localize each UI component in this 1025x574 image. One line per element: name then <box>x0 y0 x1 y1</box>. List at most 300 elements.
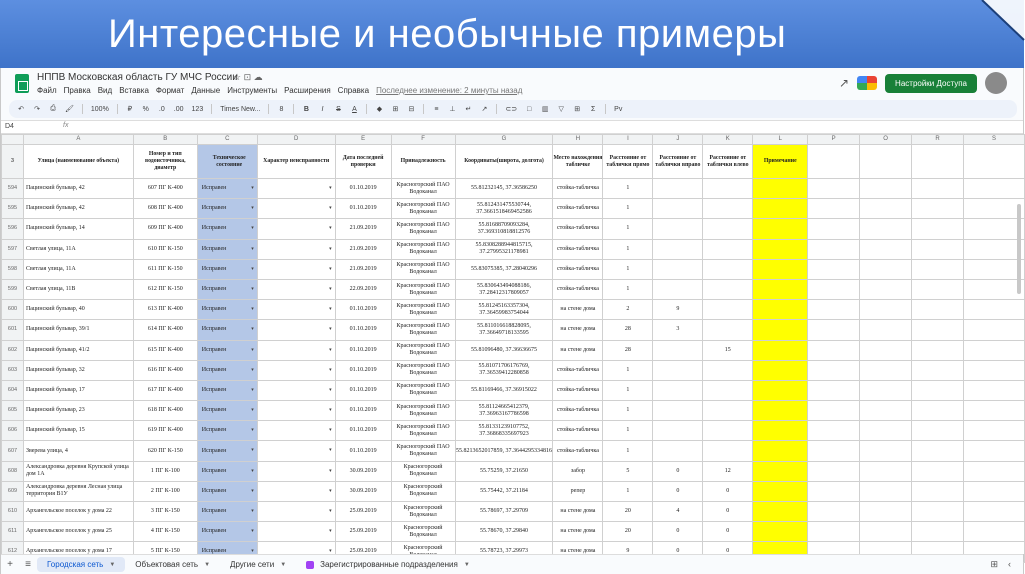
cell-a[interactable]: Пацинский бульвар, 23 <box>23 401 133 421</box>
cell-b[interactable]: 614 ПГ К-400 <box>133 320 197 340</box>
cell-b[interactable]: 608 ПГ К-400 <box>133 199 197 219</box>
cell-b[interactable]: 613 ПГ К-400 <box>133 300 197 320</box>
cell-i[interactable]: 2 <box>603 300 653 320</box>
empty-cell[interactable] <box>912 219 964 239</box>
cell-j[interactable] <box>653 421 703 441</box>
cell-h[interactable]: стойка-табличка <box>553 239 603 259</box>
empty-cell[interactable] <box>963 421 1024 441</box>
cell-i[interactable]: 1 <box>603 199 653 219</box>
cell-f[interactable]: Красногорский ПАО Водоканал <box>391 239 455 259</box>
empty-cell[interactable] <box>860 320 912 340</box>
bold-button[interactable]: B <box>303 105 309 113</box>
empty-cell[interactable] <box>912 401 964 421</box>
empty-cell[interactable] <box>912 340 964 360</box>
cell-c[interactable] <box>197 179 257 199</box>
row-number[interactable]: 595 <box>2 199 24 219</box>
cell-d[interactable] <box>257 481 335 501</box>
cell-k[interactable] <box>703 401 753 421</box>
header-cell[interactable]: Расстояние от таблички прямо <box>603 145 653 179</box>
last-edit-link[interactable]: Последнее изменение: 2 минуты назад <box>376 86 523 95</box>
column-header[interactable]: D <box>257 135 335 145</box>
cell-d[interactable] <box>257 239 335 259</box>
cell-e[interactable]: 01.10.2019 <box>335 199 391 219</box>
vertical-scrollbar[interactable] <box>1017 204 1021 294</box>
empty-cell[interactable] <box>912 300 964 320</box>
dropdown-arrow-icon[interactable]: ▾ <box>329 488 332 494</box>
empty-cell[interactable] <box>912 179 964 199</box>
empty-cell[interactable] <box>808 441 860 461</box>
dropdown-arrow-icon[interactable]: ▾ <box>329 529 332 535</box>
currency-button[interactable]: ₽ <box>127 106 133 113</box>
empty-cell[interactable] <box>860 502 912 522</box>
paint-format-icon[interactable]: 🖌 <box>65 106 74 113</box>
cell-l[interactable] <box>753 199 808 219</box>
empty-cell[interactable] <box>808 481 860 501</box>
cell-b[interactable]: 616 ПГ К-400 <box>133 360 197 380</box>
cell-h[interactable]: на стене дома <box>553 542 603 562</box>
empty-cell[interactable] <box>963 279 1024 299</box>
cell-i[interactable]: 1 <box>603 421 653 441</box>
cell-g[interactable]: 55.75259, 37.21650 <box>455 461 553 481</box>
cell-e[interactable]: 21.09.2019 <box>335 239 391 259</box>
menu-data[interactable]: Данные <box>191 86 221 95</box>
cell-f[interactable]: Красногорский ПАО Водоканал <box>391 199 455 219</box>
row-number[interactable]: 596 <box>2 219 24 239</box>
header-cell[interactable]: Расстояние от таблички вправо <box>653 145 703 179</box>
cell-f[interactable]: Красногорский ПАО Водоканал <box>391 259 455 279</box>
cell-g[interactable]: 55.81124665412379, 37.36963167786598 <box>455 401 553 421</box>
horizontal-align-icon[interactable]: ≡ <box>434 105 439 113</box>
add-sheet-button[interactable]: + <box>7 559 13 570</box>
cell-g[interactable]: 55.78670, 37.29840 <box>455 522 553 542</box>
cell-b[interactable]: 610 ПГ К-150 <box>133 239 197 259</box>
dropdown-arrow-icon[interactable]: ▾ <box>329 266 332 272</box>
empty-cell[interactable] <box>860 239 912 259</box>
cell-b[interactable]: 2 ПГ К-100 <box>133 481 197 501</box>
decrease-decimal-button[interactable]: .0 <box>158 105 165 113</box>
cell-k[interactable] <box>703 239 753 259</box>
cell-g[interactable]: 55.81232145, 37.36586250 <box>455 179 553 199</box>
tab-city-network[interactable] <box>37 557 125 572</box>
cell-i[interactable]: 1 <box>603 380 653 400</box>
header-cell[interactable]: Координаты(широта, долгота) <box>455 145 553 179</box>
dropdown-arrow-icon[interactable]: ▾ <box>251 428 254 434</box>
empty-cell[interactable] <box>963 461 1024 481</box>
cell-k[interactable]: 0 <box>703 522 753 542</box>
menu-file[interactable]: Файл <box>37 86 57 95</box>
cell-j[interactable] <box>653 441 703 461</box>
cell-d[interactable] <box>257 360 335 380</box>
cell-j[interactable] <box>653 340 703 360</box>
cell-d[interactable] <box>257 320 335 340</box>
column-header[interactable]: R <box>912 135 964 145</box>
activity-icon[interactable]: ↗ <box>838 76 850 90</box>
cell-j[interactable] <box>653 380 703 400</box>
cell-f[interactable]: Красногорский Водоканал <box>391 502 455 522</box>
cell-i[interactable]: 1 <box>603 219 653 239</box>
cell-a[interactable]: Пацинский бульвар, 40 <box>23 300 133 320</box>
empty-cell[interactable] <box>808 360 860 380</box>
cell-e[interactable]: 01.10.2019 <box>335 340 391 360</box>
empty-cell[interactable] <box>963 179 1024 199</box>
cell-j[interactable]: 3 <box>653 320 703 340</box>
cell-j[interactable]: 0 <box>653 542 703 562</box>
print-icon[interactable]: ⎙ <box>50 105 56 112</box>
cell-b[interactable]: 617 ПГ К-400 <box>133 380 197 400</box>
dropdown-arrow-icon[interactable]: ▾ <box>251 186 254 191</box>
cell-g[interactable]: 55.83075385, 37.28040296 <box>455 259 553 279</box>
cell-k[interactable] <box>703 421 753 441</box>
chevron-down-icon[interactable]: ▼ <box>463 561 470 568</box>
cell-d[interactable] <box>257 179 335 199</box>
row-number[interactable]: 605 <box>2 401 24 421</box>
cell-l[interactable] <box>753 380 808 400</box>
header-cell[interactable]: Техническое состояние <box>197 145 257 179</box>
dropdown-arrow-icon[interactable]: ▾ <box>251 549 254 555</box>
cell-j[interactable] <box>653 401 703 421</box>
empty-cell[interactable] <box>963 320 1024 340</box>
cell-a[interactable]: Светлая улица, 11А <box>23 239 133 259</box>
cell-b[interactable]: 3 ПГ К-150 <box>133 502 197 522</box>
empty-cell[interactable] <box>808 522 860 542</box>
cell-d[interactable] <box>257 259 335 279</box>
cell-a[interactable]: Пацинский бульвар, 15 <box>23 421 133 441</box>
text-rotate-icon[interactable]: ↗ <box>481 106 488 113</box>
cell-g[interactable]: 55.812431475530744, 37.3661518469452586 <box>455 199 553 219</box>
cell-a[interactable]: Светлая улица, 11В <box>23 279 133 299</box>
cell-k[interactable]: 12 <box>703 461 753 481</box>
row-number[interactable]: 600 <box>2 300 24 320</box>
row-number[interactable]: 3 <box>2 145 24 179</box>
empty-cell[interactable] <box>808 239 860 259</box>
cell-h[interactable]: на стене дома <box>553 522 603 542</box>
cell-b[interactable]: 607 ПГ К-400 <box>133 179 197 199</box>
empty-cell[interactable] <box>860 179 912 199</box>
cell-f[interactable]: Красногорский ПАО Водоканал <box>391 179 455 199</box>
cell-j[interactable] <box>653 239 703 259</box>
cell-c[interactable] <box>197 401 257 421</box>
cell-h[interactable]: стойка-табличка <box>553 179 603 199</box>
row-number[interactable]: 610 <box>2 502 24 522</box>
cell-j[interactable] <box>653 279 703 299</box>
cell-i[interactable]: 20 <box>603 522 653 542</box>
cell-g[interactable]: 55.81169466, 37.36915022 <box>455 380 553 400</box>
dropdown-arrow-icon[interactable]: ▾ <box>329 246 332 252</box>
cell-f[interactable]: Красногорский ПАО Водоканал <box>391 340 455 360</box>
cell-h[interactable]: на стене дома <box>553 502 603 522</box>
empty-cell[interactable] <box>912 522 964 542</box>
collapse-icon[interactable]: ‹ <box>1008 559 1011 569</box>
cell-i[interactable]: 1 <box>603 179 653 199</box>
cell-j[interactable]: 9 <box>653 300 703 320</box>
cell-d[interactable] <box>257 199 335 219</box>
cell-i[interactable]: 1 <box>603 259 653 279</box>
header-cell[interactable]: Улица (наименование объекта) <box>23 145 133 179</box>
column-header[interactable]: H <box>553 135 603 145</box>
empty-cell[interactable] <box>808 421 860 441</box>
empty-cell[interactable] <box>963 441 1024 461</box>
cell-h[interactable]: стойка-табличка <box>553 401 603 421</box>
empty-cell[interactable] <box>860 522 912 542</box>
cell-a[interactable]: Архангельское поселок у дома 22 <box>23 502 133 522</box>
cell-d[interactable] <box>257 441 335 461</box>
empty-cell[interactable] <box>912 239 964 259</box>
cell-d[interactable] <box>257 380 335 400</box>
cell-h[interactable]: на стене дома <box>553 320 603 340</box>
cell-j[interactable] <box>653 179 703 199</box>
empty-cell[interactable] <box>808 199 860 219</box>
empty-cell[interactable] <box>860 421 912 441</box>
cell-f[interactable]: Красногорский ПАО Водоканал <box>391 441 455 461</box>
cell-e[interactable]: 25.09.2019 <box>335 502 391 522</box>
dropdown-arrow-icon[interactable]: ▾ <box>251 246 254 252</box>
empty-cell[interactable] <box>808 259 860 279</box>
cell-g[interactable]: 55.811016618828095, 37.36649718133595 <box>455 320 553 340</box>
cell-g[interactable]: 55.81331239107752, 37.36868335697923 <box>455 421 553 441</box>
cell-l[interactable] <box>753 179 808 199</box>
empty-cell[interactable] <box>963 380 1024 400</box>
dropdown-arrow-icon[interactable]: ▾ <box>329 286 332 292</box>
column-header[interactable]: B <box>133 135 197 145</box>
text-color-button[interactable]: A <box>352 105 357 113</box>
row-number[interactable]: 609 <box>2 481 24 501</box>
cell-h[interactable]: на стене дома <box>553 340 603 360</box>
empty-cell[interactable] <box>912 360 964 380</box>
header-cell[interactable] <box>860 145 912 179</box>
cell-d[interactable] <box>257 522 335 542</box>
cell-l[interactable] <box>753 259 808 279</box>
row-number[interactable]: 594 <box>2 179 24 199</box>
dropdown-arrow-icon[interactable]: ▾ <box>329 428 332 434</box>
empty-cell[interactable] <box>808 300 860 320</box>
row-number[interactable]: 601 <box>2 320 24 340</box>
cell-c[interactable] <box>197 259 257 279</box>
empty-cell[interactable] <box>963 401 1024 421</box>
cell-h[interactable]: стойка-табличка <box>553 199 603 219</box>
chevron-down-icon[interactable]: ▼ <box>109 561 116 568</box>
name-box[interactable]: D4 <box>5 123 14 130</box>
cell-k[interactable]: 0 <box>703 502 753 522</box>
empty-cell[interactable] <box>912 502 964 522</box>
cell-e[interactable]: 01.10.2019 <box>335 320 391 340</box>
chevron-down-icon[interactable]: ▼ <box>280 561 287 568</box>
cell-h[interactable]: стойка-табличка <box>553 219 603 239</box>
cell-f[interactable]: Красногорский Водоканал <box>391 461 455 481</box>
header-cell[interactable] <box>912 145 964 179</box>
chart-icon[interactable]: ▥ <box>541 106 549 113</box>
dropdown-arrow-icon[interactable]: ▾ <box>329 387 332 393</box>
dropdown-arrow-icon[interactable]: ▾ <box>251 266 254 272</box>
header-cell[interactable]: Дата последней проверки <box>335 145 391 179</box>
row-number[interactable]: 607 <box>2 441 24 461</box>
cell-l[interactable] <box>753 421 808 441</box>
cell-a[interactable]: Пацинский бульвар, 32 <box>23 360 133 380</box>
cell-f[interactable]: Красногорский ПАО Водоканал <box>391 279 455 299</box>
cell-c[interactable] <box>197 300 257 320</box>
cell-e[interactable]: 01.10.2019 <box>335 179 391 199</box>
cell-k[interactable]: 15 <box>703 340 753 360</box>
cell-j[interactable]: 0 <box>653 522 703 542</box>
dropdown-arrow-icon[interactable]: ▾ <box>251 408 254 414</box>
cell-e[interactable]: 30.09.2019 <box>335 481 391 501</box>
cell-c[interactable] <box>197 522 257 542</box>
cell-b[interactable]: 1 ПГ К-100 <box>133 461 197 481</box>
cell-a[interactable]: Александровка деревня Крупской улица дом 1А <box>23 461 133 481</box>
cell-g[interactable]: 55.81688709093284, 37.369310818812576 <box>455 219 553 239</box>
header-cell[interactable] <box>808 145 860 179</box>
vertical-align-icon[interactable]: ⊥ <box>449 106 456 113</box>
cell-f[interactable]: Красногорский Водоканал <box>391 522 455 542</box>
column-header[interactable]: O <box>860 135 912 145</box>
empty-cell[interactable] <box>912 259 964 279</box>
cell-f[interactable]: Красногорский ПАО Водоканал <box>391 401 455 421</box>
cell-d[interactable] <box>257 300 335 320</box>
cell-i[interactable]: 1 <box>603 401 653 421</box>
cell-g[interactable]: 55.78723, 37.29973 <box>455 542 553 562</box>
column-header[interactable]: L <box>753 135 808 145</box>
empty-cell[interactable] <box>912 380 964 400</box>
cell-a[interactable]: Пацинский бульвар, 17 <box>23 380 133 400</box>
empty-cell[interactable] <box>860 340 912 360</box>
dropdown-arrow-icon[interactable]: ▾ <box>251 327 254 333</box>
cell-d[interactable] <box>257 219 335 239</box>
empty-cell[interactable] <box>963 360 1024 380</box>
functions-icon[interactable]: Σ <box>590 105 596 113</box>
cell-c[interactable] <box>197 421 257 441</box>
cell-c[interactable] <box>197 219 257 239</box>
number-format-button[interactable]: 123 <box>191 105 204 113</box>
empty-cell[interactable] <box>963 239 1024 259</box>
cell-g[interactable]: 55.81071706176769, 37.36539412280858 <box>455 360 553 380</box>
cell-f[interactable]: Красногорский ПАО Водоканал <box>391 360 455 380</box>
meet-icon[interactable] <box>857 76 877 90</box>
cell-a[interactable]: Пацинский бульвар, 14 <box>23 219 133 239</box>
empty-cell[interactable] <box>808 380 860 400</box>
cell-d[interactable] <box>257 421 335 441</box>
header-cell[interactable] <box>963 145 1024 179</box>
empty-cell[interactable] <box>912 279 964 299</box>
cell-j[interactable]: 0 <box>653 481 703 501</box>
dropdown-arrow-icon[interactable]: ▾ <box>251 286 254 292</box>
empty-cell[interactable] <box>963 522 1024 542</box>
cell-l[interactable] <box>753 300 808 320</box>
cell-c[interactable] <box>197 360 257 380</box>
cell-a[interactable]: Светлая улица, 11А <box>23 259 133 279</box>
cell-g[interactable]: 55.75442, 37.21184 <box>455 481 553 501</box>
empty-cell[interactable] <box>808 401 860 421</box>
cell-c[interactable] <box>197 502 257 522</box>
filter-views-icon[interactable]: ⊞ <box>574 106 581 113</box>
cell-f[interactable]: Красногорский ПАО Водоканал <box>391 219 455 239</box>
percent-button[interactable]: % <box>142 105 149 113</box>
cell-l[interactable] <box>753 320 808 340</box>
dropdown-arrow-icon[interactable]: ▾ <box>329 448 332 454</box>
menu-tools[interactable]: Инструменты <box>227 86 278 95</box>
cell-i[interactable]: 1 <box>603 239 653 259</box>
cell-h[interactable]: забор <box>553 461 603 481</box>
cell-h[interactable]: стойка-табличка <box>553 380 603 400</box>
cell-j[interactable] <box>653 219 703 239</box>
cell-f[interactable]: Красногорский ПАО Водоканал <box>391 320 455 340</box>
column-header[interactable]: I <box>603 135 653 145</box>
dropdown-arrow-icon[interactable]: ▾ <box>329 307 332 313</box>
sheets-logo-icon[interactable] <box>15 74 29 93</box>
cell-a[interactable]: Архангельское поселок у дома 17 <box>23 542 133 562</box>
cell-b[interactable]: 611 ПГ К-150 <box>133 259 197 279</box>
column-header[interactable]: A <box>23 135 133 145</box>
cell-j[interactable] <box>653 199 703 219</box>
cell-i[interactable]: 28 <box>603 340 653 360</box>
dropdown-arrow-icon[interactable]: ▾ <box>329 327 332 333</box>
cell-c[interactable] <box>197 380 257 400</box>
cell-l[interactable] <box>753 502 808 522</box>
cell-k[interactable] <box>703 441 753 461</box>
cell-f[interactable]: Красногорский ПАО Водоканал <box>391 380 455 400</box>
borders-icon[interactable]: ⊞ <box>392 106 399 113</box>
empty-cell[interactable] <box>963 219 1024 239</box>
menu-edit[interactable]: Правка <box>63 86 91 95</box>
empty-cell[interactable] <box>860 199 912 219</box>
menu-help[interactable]: Справка <box>337 86 370 95</box>
empty-cell[interactable] <box>963 199 1024 219</box>
cell-l[interactable] <box>753 441 808 461</box>
dropdown-arrow-icon[interactable]: ▾ <box>329 186 332 191</box>
cell-g[interactable]: 55.830643494088186, 37.28412317809057 <box>455 279 553 299</box>
header-cell[interactable]: Примечание <box>753 145 808 179</box>
chevron-down-icon[interactable]: ▼ <box>204 561 211 568</box>
dropdown-arrow-icon[interactable]: ▾ <box>251 529 254 535</box>
cell-e[interactable]: 21.09.2019 <box>335 219 391 239</box>
header-cell[interactable]: Расстояние от таблички влево <box>703 145 753 179</box>
column-header[interactable]: G <box>455 135 553 145</box>
cell-d[interactable] <box>257 502 335 522</box>
tab-other-networks[interactable] <box>220 557 296 572</box>
comment-icon[interactable]: □ <box>527 105 532 113</box>
cell-l[interactable] <box>753 360 808 380</box>
cell-i[interactable]: 9 <box>603 542 653 562</box>
cell-c[interactable] <box>197 340 257 360</box>
dropdown-arrow-icon[interactable]: ▾ <box>329 509 332 514</box>
row-number[interactable]: 599 <box>2 279 24 299</box>
cell-e[interactable]: 25.09.2019 <box>335 542 391 562</box>
cell-e[interactable]: 01.10.2019 <box>335 380 391 400</box>
dropdown-arrow-icon[interactable]: ▾ <box>329 347 332 353</box>
increase-decimal-button[interactable]: .00 <box>173 105 184 113</box>
cell-e[interactable]: 30.09.2019 <box>335 461 391 481</box>
header-cell[interactable]: Место нахождения табличке <box>553 145 603 179</box>
empty-cell[interactable] <box>963 340 1024 360</box>
cell-e[interactable]: 22.09.2019 <box>335 279 391 299</box>
cell-b[interactable]: 5 ПГ К-150 <box>133 542 197 562</box>
cell-c[interactable] <box>197 239 257 259</box>
cell-k[interactable] <box>703 199 753 219</box>
redo-icon[interactable]: ↷ <box>34 106 40 113</box>
cell-e[interactable]: 25.09.2019 <box>335 522 391 542</box>
menu-view[interactable]: Вид <box>97 86 113 95</box>
cell-a[interactable]: Пацинский бульвар, 39/1 <box>23 320 133 340</box>
link-icon[interactable]: ⊂⊃ <box>505 106 518 113</box>
cell-c[interactable] <box>197 481 257 501</box>
select-all-corner[interactable] <box>2 135 24 145</box>
cell-h[interactable]: стойка-табличка <box>553 421 603 441</box>
dropdown-arrow-icon[interactable]: ▾ <box>251 307 254 313</box>
row-number[interactable]: 598 <box>2 259 24 279</box>
cell-k[interactable] <box>703 259 753 279</box>
cell-k[interactable] <box>703 320 753 340</box>
empty-cell[interactable] <box>860 259 912 279</box>
row-number[interactable]: 603 <box>2 360 24 380</box>
empty-cell[interactable] <box>860 441 912 461</box>
